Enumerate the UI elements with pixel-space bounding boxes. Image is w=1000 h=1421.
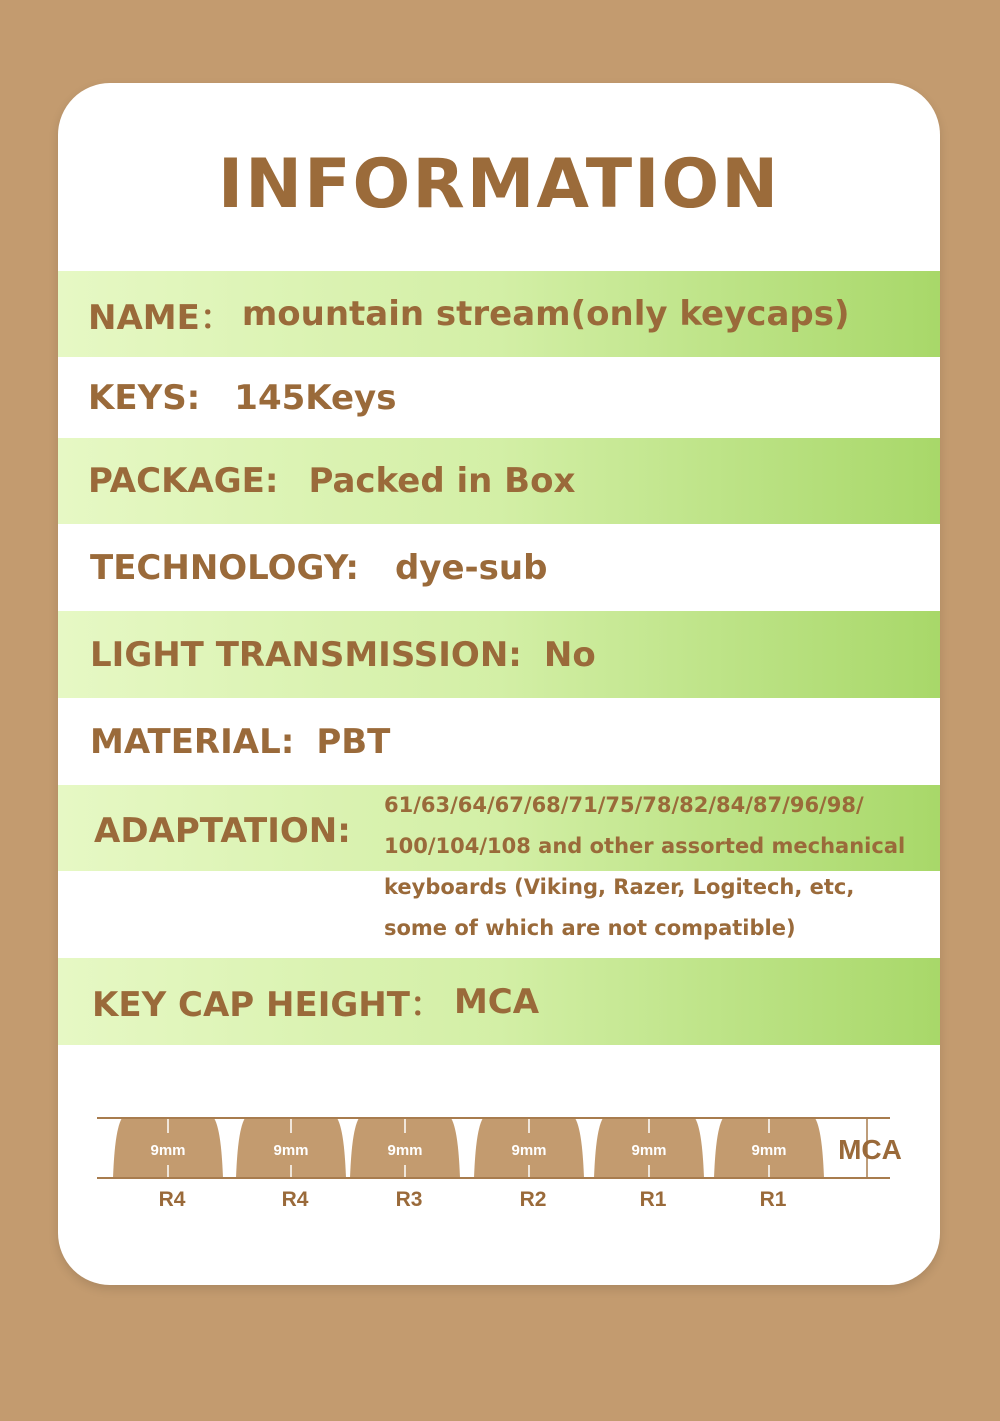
- cap-size-label: 9mm: [631, 1142, 667, 1159]
- adaptation-text: [384, 785, 924, 949]
- adaptation-line: keyboards (Viking, Razer, Logitech, etc,: [384, 875, 855, 899]
- adaptation-line: 100/104/108 and other assorted mechanical: [384, 834, 906, 858]
- label: PACKAGE:: [88, 461, 279, 501]
- value: Packed in Box: [308, 461, 576, 501]
- label: KEY CAP HEIGHT：: [92, 985, 444, 1025]
- cap-row-label: R1: [759, 1188, 787, 1211]
- row-material: [58, 698, 940, 785]
- row-keys: [58, 357, 940, 438]
- label: TECHNOLOGY:: [90, 547, 359, 588]
- cap-row-label: R4: [158, 1188, 186, 1211]
- label: NAME：: [88, 297, 234, 338]
- label: ADAPTATION:: [94, 811, 351, 851]
- cap-size-label: 9mm: [273, 1142, 309, 1159]
- row-adaptation: [58, 785, 940, 958]
- adaptation-line: 61/63/64/67/68/71/75/78/82/84/87/96/98/: [384, 793, 864, 817]
- keycap-profile-diagram: [58, 1103, 940, 1223]
- profile-label: MCA: [838, 1134, 902, 1165]
- page-title: INFORMATION: [217, 145, 781, 224]
- value: dye-sub: [394, 547, 548, 588]
- label: KEYS:: [88, 377, 201, 418]
- cap-size-label: 9mm: [511, 1142, 547, 1159]
- value: MCA: [453, 981, 540, 1022]
- row-package: [58, 438, 940, 524]
- row-light-transmission: [58, 611, 940, 698]
- adaptation-line: some of which are not compatible): [384, 916, 796, 940]
- value: 145Keys: [234, 377, 397, 418]
- cap-size-label: 9mm: [751, 1142, 787, 1159]
- cap-size-label: 9mm: [387, 1142, 423, 1159]
- cap-row-label: R1: [639, 1188, 667, 1211]
- row-name: [58, 271, 940, 357]
- cap-row-label: R2: [519, 1188, 547, 1211]
- label: MATERIAL:: [90, 721, 295, 762]
- cap-row-label: R4: [281, 1188, 309, 1211]
- row-key-cap-height: [58, 958, 940, 1045]
- value: mountain stream(only keycaps): [241, 294, 850, 334]
- value: No: [543, 634, 596, 675]
- value: PBT: [316, 721, 391, 762]
- cap-row-label: R3: [395, 1188, 423, 1211]
- cap-size-label: 9mm: [150, 1142, 186, 1159]
- row-technology: [58, 524, 940, 611]
- label: LIGHT TRANSMISSION:: [90, 634, 522, 675]
- information-card: [58, 83, 940, 1285]
